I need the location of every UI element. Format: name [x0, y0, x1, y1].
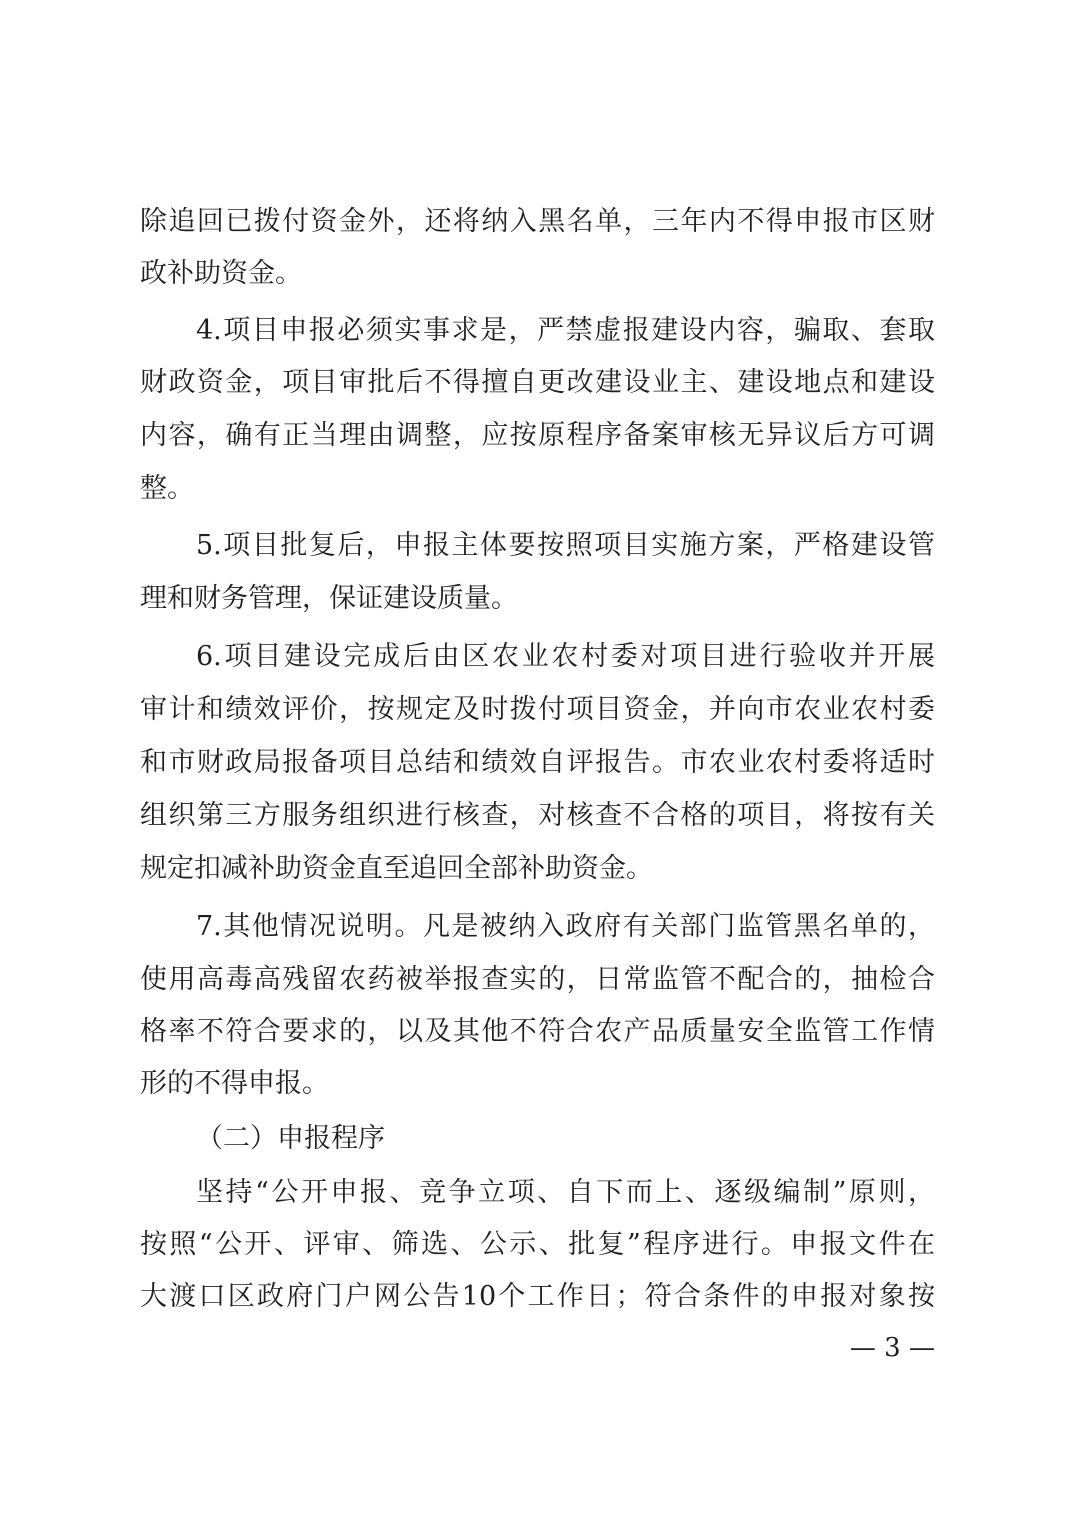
text-line: 使用高毒高残留农药被举报查实的，日常监管不配合的，抽检合 — [140, 964, 935, 995]
text-line: 大渡口区政府门户网公告10个工作日；符合条件的申报对象按 — [140, 1281, 935, 1312]
text-line: 整。 — [140, 473, 194, 504]
text-line: 6.项目建设完成后由区农业农村委对项目进行验收并开展 — [196, 641, 935, 672]
text-line: 财政资金，项目审批后不得擅自更改建设业主、建设地点和建设 — [140, 367, 935, 398]
text-line: 坚持“公开申报、竞争立项、自下而上、逐级编制”原则， — [196, 1177, 935, 1208]
text-line: 4.项目申报必须实事求是，严禁虚报建设内容，骗取、套取 — [196, 315, 935, 346]
text-line: 按照“公开、评审、筛选、公示、批复”程序进行。申报文件在 — [140, 1229, 935, 1260]
text-line: 理和财务管理，保证建设质量。 — [140, 583, 518, 614]
page-number: — 3 — — [849, 1333, 935, 1363]
text-line: 审计和绩效评价，按规定及时拨付项目资金，并向市农业农村委 — [140, 694, 935, 725]
text-line: 格率不符合要求的，以及其他不符合农产品质量安全监管工作情 — [140, 1016, 935, 1047]
text-line: 5.项目批复后，申报主体要按照项目实施方案，严格建设管 — [196, 530, 935, 561]
text-line: 形的不得申报。 — [140, 1068, 329, 1099]
section-heading: （二）申报程序 — [196, 1123, 385, 1154]
text-line: 除追回已拨付资金外，还将纳入黑名单，三年内不得申报市区财 — [140, 206, 935, 237]
text-line: 政补助资金。 — [140, 258, 302, 289]
text-line: 内容，确有正当理由调整，应按原程序备案审核无异议后方可调 — [140, 420, 935, 451]
text-line: 规定扣减补助资金直至追回全部补助资金。 — [140, 853, 653, 884]
text-line: 和市财政局报备项目总结和绩效自评报告。市农业农村委将适时 — [140, 747, 935, 778]
text-line: 组织第三方服务组织进行核查，对核查不合格的项目，将按有关 — [140, 800, 935, 831]
text-line: 7.其他情况说明。凡是被纳入政府有关部门监管黑名单的， — [196, 911, 935, 942]
